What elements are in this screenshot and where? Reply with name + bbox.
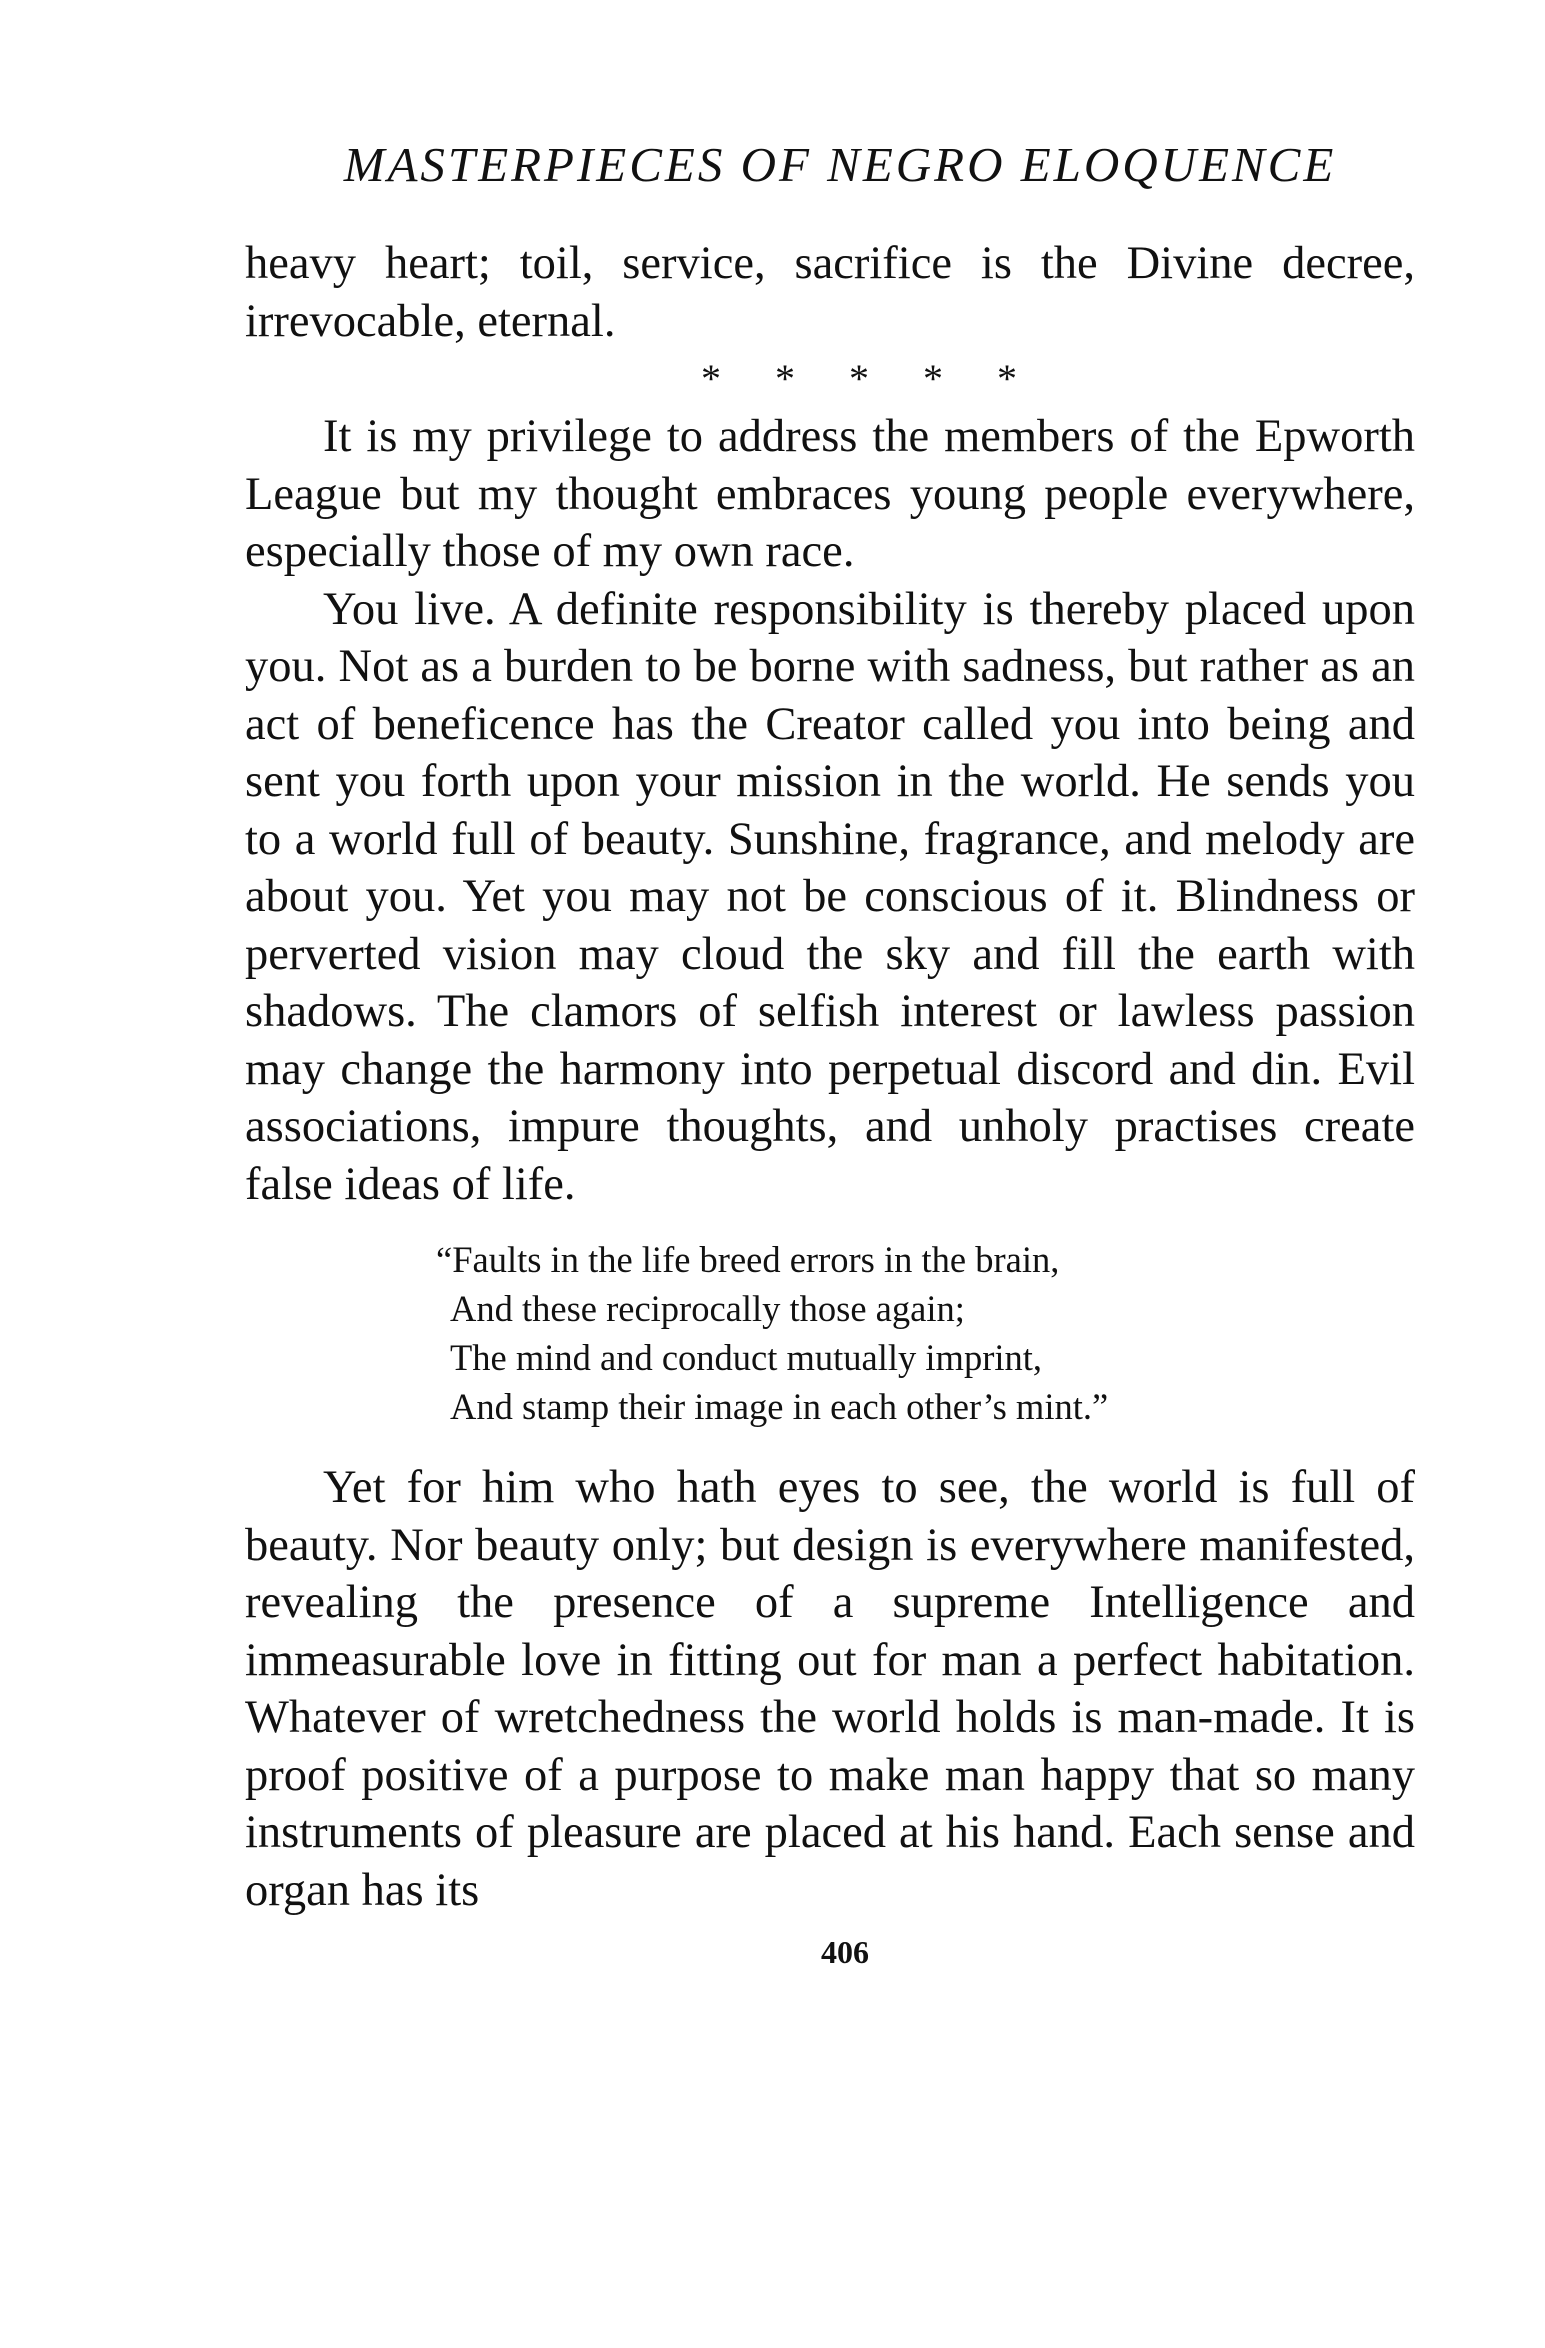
- verse-line: “Faults in the life breed errors in the brain,: [436, 1239, 1060, 1280]
- book-page: [245, 135, 1415, 1977]
- paragraph-beauty-design: Yet for him who hath eyes to see, the world is full of beauty. Nor beauty only; but design is everywhere manifested, revealing the presence of a supreme Intelligence and immeasurable love in fitting out for man a perfect habitation. Whatever of wretchedness the world holds is man-made. It is proof positive of a purpose to make man happy that so many instruments of pleasure are placed at his hand. Each sense and organ has its: [245, 1462, 1415, 1916]
- paragraph-you-live: You live. A definite responsibility is thereby placed upon you. Not as a burden to be borne with sadness, but rather as an act of beneficence has the Creator called you into being and sent you forth upon your mission in the world. He sends you to a world full of beauty. Sunshine, fragrance, and melody are about you. Yet you may not be conscious of it. Blindness or perverted vision may cloud the sky and fill the earth with shadows. The clamors of selfish interest or lawless passion may change the harmony into perpetual discord and din. Evil associations, impure thoughts, and unholy practises create false ideas of life.: [245, 583, 1415, 1210]
- running-head: MASTERPIECES OF NEGRO ELOQUENCE: [343, 137, 1337, 192]
- page-number: 406: [821, 1934, 869, 1970]
- section-separator: * * * * *: [701, 356, 1039, 401]
- verse-line: And these reciprocally those again;: [450, 1288, 965, 1329]
- verse-line: And stamp their image in each other’s mint.”: [450, 1386, 1109, 1427]
- paragraph-epworth-league: It is my privilege to address the members of the Epworth League but my thought embraces young people everywhere, especially those of my own race.: [245, 411, 1415, 577]
- continuation-paragraph: heavy heart; toil, service, sacrifice is the Divine decree, irrevocable, eternal.: [245, 238, 1415, 347]
- verse-quotation: [436, 1235, 1415, 1431]
- verse-line: The mind and conduct mutually imprint,: [450, 1337, 1043, 1378]
